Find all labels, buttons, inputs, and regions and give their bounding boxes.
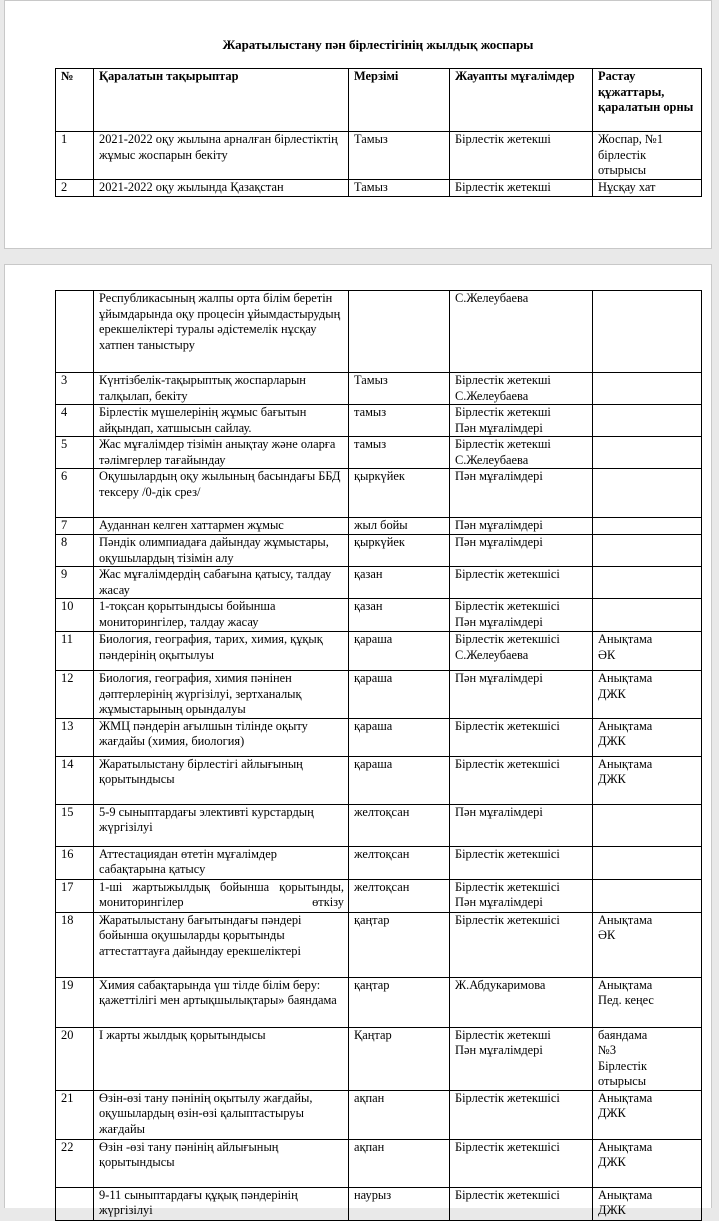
row-responsible: Пән мұғалімдері (450, 804, 593, 846)
row-deadline: қыркүйек (349, 535, 450, 567)
table-row (56, 632, 702, 671)
row-deadline: Тамыз (349, 132, 450, 180)
document-page-2 (4, 264, 712, 1217)
row-deadline: қараша (349, 756, 450, 804)
table-row (56, 1187, 702, 1220)
row-topic: Жас мұғалімдердің сабағына қатысу, талдау жасау (94, 567, 349, 599)
row-deadline: қаңтар (349, 912, 450, 977)
row-documents: Анықтама ДЖК (593, 1187, 702, 1220)
row-documents (593, 567, 702, 599)
table-row (56, 567, 702, 599)
table-row (56, 804, 702, 846)
row-deadline: жыл бойы (349, 518, 450, 535)
table-row (56, 437, 702, 469)
table-row (56, 718, 702, 756)
row-responsible: Бірлестік жетекшісі С.Желеубаева (450, 632, 593, 671)
table-row (56, 977, 702, 1027)
row-deadline: ақпан (349, 1139, 450, 1187)
row-topic: Оқушылардың оқу жылының басындағы ББД тексеру /0-дік срез/ (94, 469, 349, 518)
header-responsible: Жауапты мұғалімдер (450, 69, 593, 132)
row-documents (593, 804, 702, 846)
row-documents (593, 291, 702, 373)
table-row (56, 180, 702, 197)
plan-table-page-1 (55, 68, 702, 197)
row-responsible: Пән мұғалімдері (450, 469, 593, 518)
row-number: 22 (56, 1139, 94, 1187)
row-responsible: Бірлестік жетекшісі (450, 912, 593, 977)
row-deadline: желтоқсан (349, 846, 450, 879)
row-topic: Биология, география, химия пәнінен дәптерлерінің жүргізілуі, зертханалық жұмыстарының орындалуы (94, 671, 349, 719)
row-number: 11 (56, 632, 94, 671)
row-deadline: тамыз (349, 437, 450, 469)
row-topic: Химия сабақтарында үш тілде білім беру: қажеттілігі мен артықшылықтары» баяндама (94, 977, 349, 1027)
row-responsible: Бірлестік жетекші (450, 180, 593, 197)
row-documents: Анықтама ДЖК (593, 1090, 702, 1139)
document-page-1 (4, 0, 712, 249)
row-deadline: ақпан (349, 1090, 450, 1139)
row-responsible: Бірлестік жетекшісі (450, 718, 593, 756)
row-documents (593, 535, 702, 567)
row-topic: Жаратылыстану бағытындағы пәндері бойынша оқушыларды қорытынды аттестаттауға дайындау ерекшеліктері (94, 912, 349, 977)
row-number: 1 (56, 132, 94, 180)
row-deadline: тамыз (349, 405, 450, 437)
row-documents: Анықтама ДЖК (593, 1139, 702, 1187)
row-documents: Анықтама ӘК (593, 912, 702, 977)
row-topic: Ауданнан келген хаттармен жұмыс (94, 518, 349, 535)
row-number: 20 (56, 1027, 94, 1090)
row-number: 12 (56, 671, 94, 719)
row-number: 13 (56, 718, 94, 756)
row-topic: 9-11 сыныптардағы құқық пәндерінің жүргізілуі (94, 1187, 349, 1220)
row-deadline: қараша (349, 632, 450, 671)
header-documents: Растау құжаттары, қаралатын орны (593, 69, 702, 132)
row-documents: Анықтама ДЖК (593, 756, 702, 804)
header-number: № (56, 69, 94, 132)
row-documents (593, 599, 702, 632)
row-deadline: Тамыз (349, 373, 450, 405)
table-row (56, 535, 702, 567)
row-documents: Анықтама Пед. кеңес (593, 977, 702, 1027)
row-topic: 2021-2022 оқу жылына арналған бірлестіктің жұмыс жоспарын бекіту (94, 132, 349, 180)
row-topic: 5-9 сыныптардағы элективті курстардың жүргізілуі (94, 804, 349, 846)
row-responsible: Бірлестік жетекшісі (450, 1139, 593, 1187)
row-documents: Анықтама ДЖК (593, 718, 702, 756)
row-topic: 1-ші жартыжылдық бойынша қорытынды, мониторингілер өткізу (94, 879, 349, 912)
row-responsible: Пән мұғалімдері (450, 671, 593, 719)
row-number: 4 (56, 405, 94, 437)
row-responsible: Бірлестік жетекші С.Желеубаева (450, 437, 593, 469)
table-row (56, 469, 702, 518)
table-row (56, 1027, 702, 1090)
table-row (56, 599, 702, 632)
table-row (56, 879, 702, 912)
row-documents: баяндама №3 Бірлестік отырысы (593, 1027, 702, 1090)
row-number (56, 1187, 94, 1220)
row-responsible: Бірлестік жетекшісі (450, 567, 593, 599)
row-topic: І жарты жылдық қорытындысы (94, 1027, 349, 1090)
row-responsible: Бірлестік жетекшісі (450, 846, 593, 879)
row-responsible: Бірлестік жетекші Пән мұғалімдері (450, 405, 593, 437)
table-row (56, 846, 702, 879)
row-deadline: Қаңтар (349, 1027, 450, 1090)
row-topic: ЖМЦ пәндерін ағылшын тілінде оқыту жағдайы (химия, биология) (94, 718, 349, 756)
row-deadline: қараша (349, 718, 450, 756)
row-number: 3 (56, 373, 94, 405)
row-number: 17 (56, 879, 94, 912)
row-documents (593, 469, 702, 518)
row-topic: Күнтізбелік-тақырыптық жоспарларын талқылап, бекіту (94, 373, 349, 405)
row-responsible: Пән мұғалімдері (450, 535, 593, 567)
row-deadline: наурыз (349, 1187, 450, 1220)
row-number: 18 (56, 912, 94, 977)
row-responsible: Бірлестік жетекшісі Пән мұғалімдері (450, 879, 593, 912)
row-number: 16 (56, 846, 94, 879)
row-documents: Нұсқау хат (593, 180, 702, 197)
table-row (56, 912, 702, 977)
row-number: 6 (56, 469, 94, 518)
table-row (56, 405, 702, 437)
row-deadline: қыркүйек (349, 469, 450, 518)
row-topic: Өзін-өзі тану пәнінің оқытылу жағдайы, оқушылардың өзін-өзі қалыптастыруы жағдайы (94, 1090, 349, 1139)
row-number: 15 (56, 804, 94, 846)
row-documents (593, 518, 702, 535)
row-topic: 2021-2022 оқу жылында Қазақстан (94, 180, 349, 197)
plan-table-page-2 (55, 290, 702, 1221)
row-responsible: Бірлестік жетекшісі (450, 756, 593, 804)
row-topic: Аттестациядан өтетін мұғалімдер сабақтарына қатысу (94, 846, 349, 879)
row-topic: Жаратылыстану бірлестігі айлығының қорытындысы (94, 756, 349, 804)
row-documents: Жоспар, №1 бірлестік отырысы (593, 132, 702, 180)
table-row (56, 1139, 702, 1187)
row-deadline: желтоқсан (349, 879, 450, 912)
row-number: 19 (56, 977, 94, 1027)
row-documents (593, 405, 702, 437)
table-row (56, 373, 702, 405)
row-number: 2 (56, 180, 94, 197)
row-responsible: Бірлестік жетекшісі Пән мұғалімдері (450, 599, 593, 632)
row-deadline: қаңтар (349, 977, 450, 1027)
header-topic: Қаралатын тақырыптар (94, 69, 349, 132)
row-documents (593, 846, 702, 879)
row-responsible: Бірлестік жетекші (450, 132, 593, 180)
table-row (56, 132, 702, 180)
table-row (56, 671, 702, 719)
row-topic: 1-тоқсан қорытындысы бойынша мониторингілер, талдау жасау (94, 599, 349, 632)
row-topic: Өзін -өзі тану пәнінің айлығының қорытындысы (94, 1139, 349, 1187)
row-responsible: С.Желеубаева (450, 291, 593, 373)
row-topic: Биология, география, тарих, химия, құқық пәндерінің оқытылуы (94, 632, 349, 671)
row-topic: Бірлестік мүшелерінің жұмыс бағытын айқындап, хатшысын сайлау. (94, 405, 349, 437)
row-number: 7 (56, 518, 94, 535)
table-row (56, 291, 702, 373)
row-responsible: Бірлестік жетекші С.Желеубаева (450, 373, 593, 405)
row-deadline: қараша (349, 671, 450, 719)
row-number: 21 (56, 1090, 94, 1139)
document-title: Жаратылыстану пән бірлестігінің жылдық жоспары (222, 37, 534, 52)
row-topic: Республикасының жалпы орта білім беретін ұйымдарында оқу процесін ұйымдастырудың ерекшеліктері туралы әдістемелік нұсқау хатпен таныстыру (94, 291, 349, 373)
row-deadline: желтоқсан (349, 804, 450, 846)
row-deadline: қазан (349, 567, 450, 599)
row-number: 10 (56, 599, 94, 632)
table-row (56, 1090, 702, 1139)
row-responsible: Пән мұғалімдері (450, 518, 593, 535)
row-number: 14 (56, 756, 94, 804)
row-documents (593, 373, 702, 405)
row-responsible: Бірлестік жетекші Пән мұғалімдері (450, 1027, 593, 1090)
row-number: 8 (56, 535, 94, 567)
row-number (56, 291, 94, 373)
row-topic: Жас мұғалімдер тізімін анықтау және оларға тәлімгерлер тағайындау (94, 437, 349, 469)
table-header-row (56, 69, 702, 132)
table-row (56, 756, 702, 804)
row-responsible: Бірлестік жетекшісі (450, 1187, 593, 1220)
row-documents (593, 437, 702, 469)
row-responsible: Бірлестік жетекшісі (450, 1090, 593, 1139)
row-responsible: Ж.Абдукаримова (450, 977, 593, 1027)
row-number: 9 (56, 567, 94, 599)
row-documents: Анықтама ДЖК (593, 671, 702, 719)
row-deadline (349, 291, 450, 373)
row-deadline: Тамыз (349, 180, 450, 197)
row-number: 5 (56, 437, 94, 469)
header-deadline: Мерзімі (349, 69, 450, 132)
table-row (56, 518, 702, 535)
row-topic: Пәндік олимпиадаға дайындау жұмыстары, оқушылардың тізімін алу (94, 535, 349, 567)
row-documents: Анықтама ӘК (593, 632, 702, 671)
row-deadline: қазан (349, 599, 450, 632)
row-documents (593, 879, 702, 912)
